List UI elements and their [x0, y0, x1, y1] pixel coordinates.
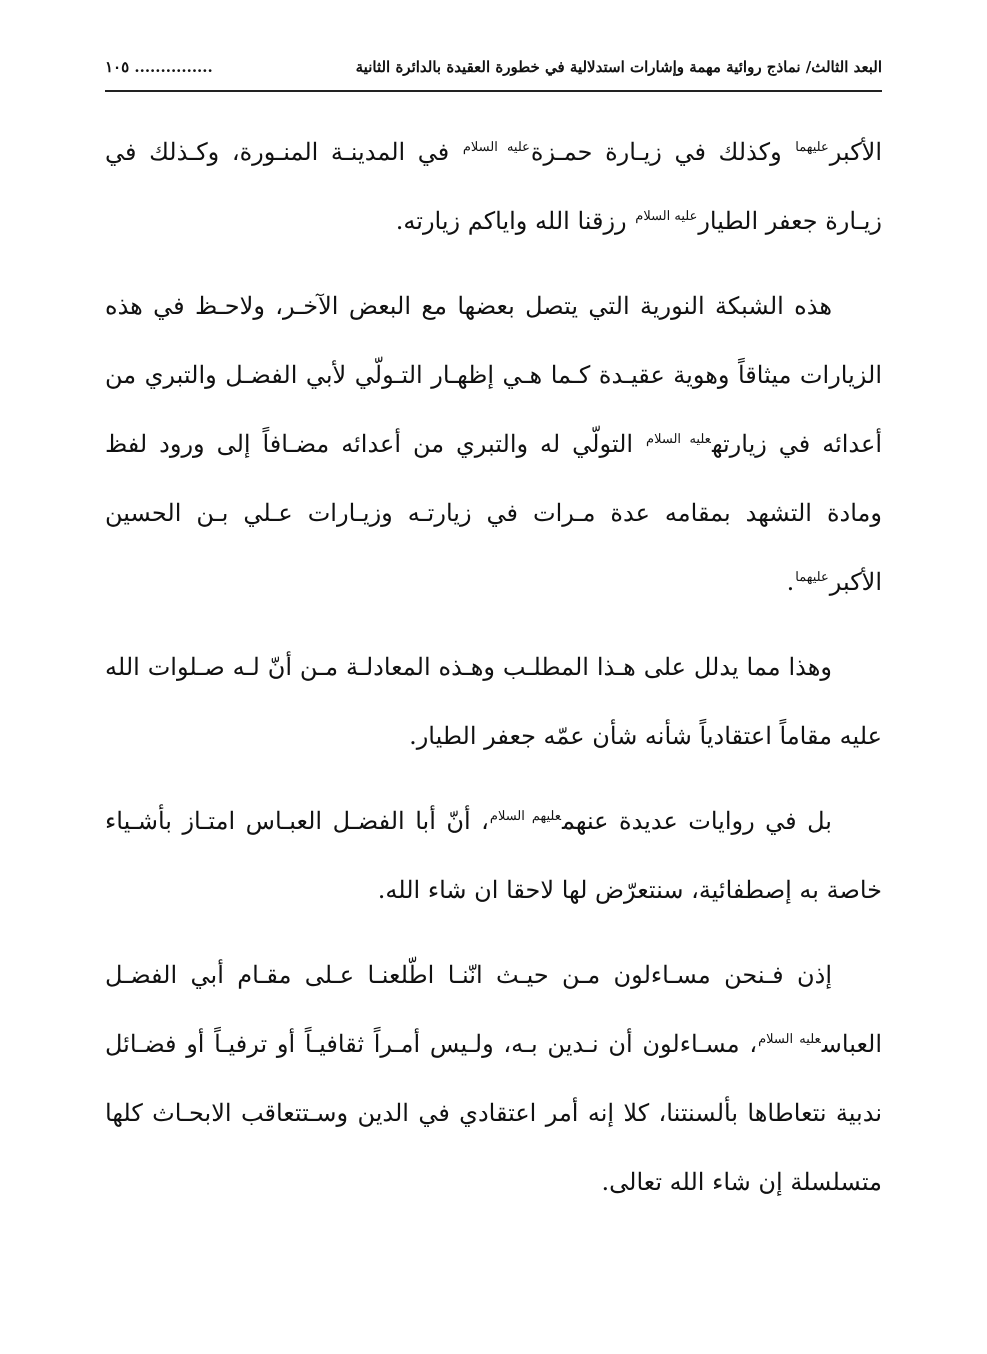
paragraph-3: وهذا مما يدلل على هـذا المطلـب وهـذه المعادلـة مـن أنّ لـه صـلوات الله عليه مقاماً اعتقادياً شأنه شأن عمّه جعفر الطيار.: [105, 653, 882, 750]
paragraph-1-segment-2: وكذلك في زيـارة حمـزة: [530, 138, 795, 166]
paragraph-5-segment-2: ، مسـاءلون أن نـدين بـه، ولـيس أمـراً ثقافيـاً أو ترفيـاً أو فضـائل ندبية نتعاطاها بألسنتنا، كلا إنه أمر اعتقادي في الدين وسـتتعاقب الابحـاث كلها متسلسلة إن شاء الله تعالى.: [105, 1030, 882, 1196]
paragraph-1: [105, 118, 882, 256]
honorific-alayhim: عليهم السلام: [489, 809, 561, 824]
honorific-alayhi: عليه السلام: [635, 209, 698, 224]
header-divider: [105, 90, 882, 92]
paragraph-1-segment-1: الأكبر: [829, 138, 882, 166]
paragraph-2-segment-3: .: [786, 568, 795, 596]
honorific-alayhi: عليه السلام: [462, 140, 530, 155]
paragraph-2: [105, 272, 882, 617]
paragraph-1-segment-4: رزقنا الله واياكم زيارته.: [395, 207, 635, 235]
paragraph-5: [105, 941, 882, 1217]
page-number: ............... ١٠٥: [105, 58, 213, 76]
honorific-alayhi: عليه السلام: [758, 1032, 821, 1047]
paragraph-4-segment-1: بل في روايات عديدة عنهم: [562, 807, 832, 835]
book-page: [105, 0, 882, 1354]
running-header: [105, 50, 882, 84]
paragraph-2-segment-2: التولّي له والتبري من أعدائه مضـافاً إلى ورود لفظ ومادة التشهد بمقامه عدة مـرات في زيارتـه وزيـارات عـلي بـن الحسين الأكبر: [105, 430, 882, 596]
paragraph-4-segment-2: ، أنّ أبا الفضـل العبـاس امتـاز بأشـياء خاصة به إصطفائية، سنتعرّض لها لاحقا ان شاء الله.: [105, 807, 882, 904]
running-title: البعد الثالث/ نماذج روائية مهمة وإشارات استدلالية في خطورة العقيدة بالدائرة الثانية: [355, 58, 882, 76]
paragraph-4: [105, 787, 882, 925]
paragraph-2-segment-1: هذه الشبكة النورية التي يتصل بعضها مع البعض الآخـر، ولاحـظ في هذه الزيارات ميثاقاً وهوية عقيـدة كـما هـي إظهـار التـولّي لأبي الفضـل والتبري من أعدائه في زيارته: [105, 292, 883, 458]
honorific-alayhima: عليهما: [795, 140, 829, 155]
honorific-alayhi: عليه السلام: [646, 432, 711, 447]
paragraph-5-segment-1: إذن فـنحن مسـاءلون مـن حيـث انّنـا اطّلعنـا عـلى مقـام أبي الفضـل العباس: [105, 961, 883, 1058]
body-text: [105, 118, 882, 1233]
honorific-alayhima: عليهما: [795, 570, 829, 585]
paragraph-1-segment-3: في المدينـة المنـورة، وكـذلك في زيـارة جعفر الطيار: [105, 138, 882, 235]
